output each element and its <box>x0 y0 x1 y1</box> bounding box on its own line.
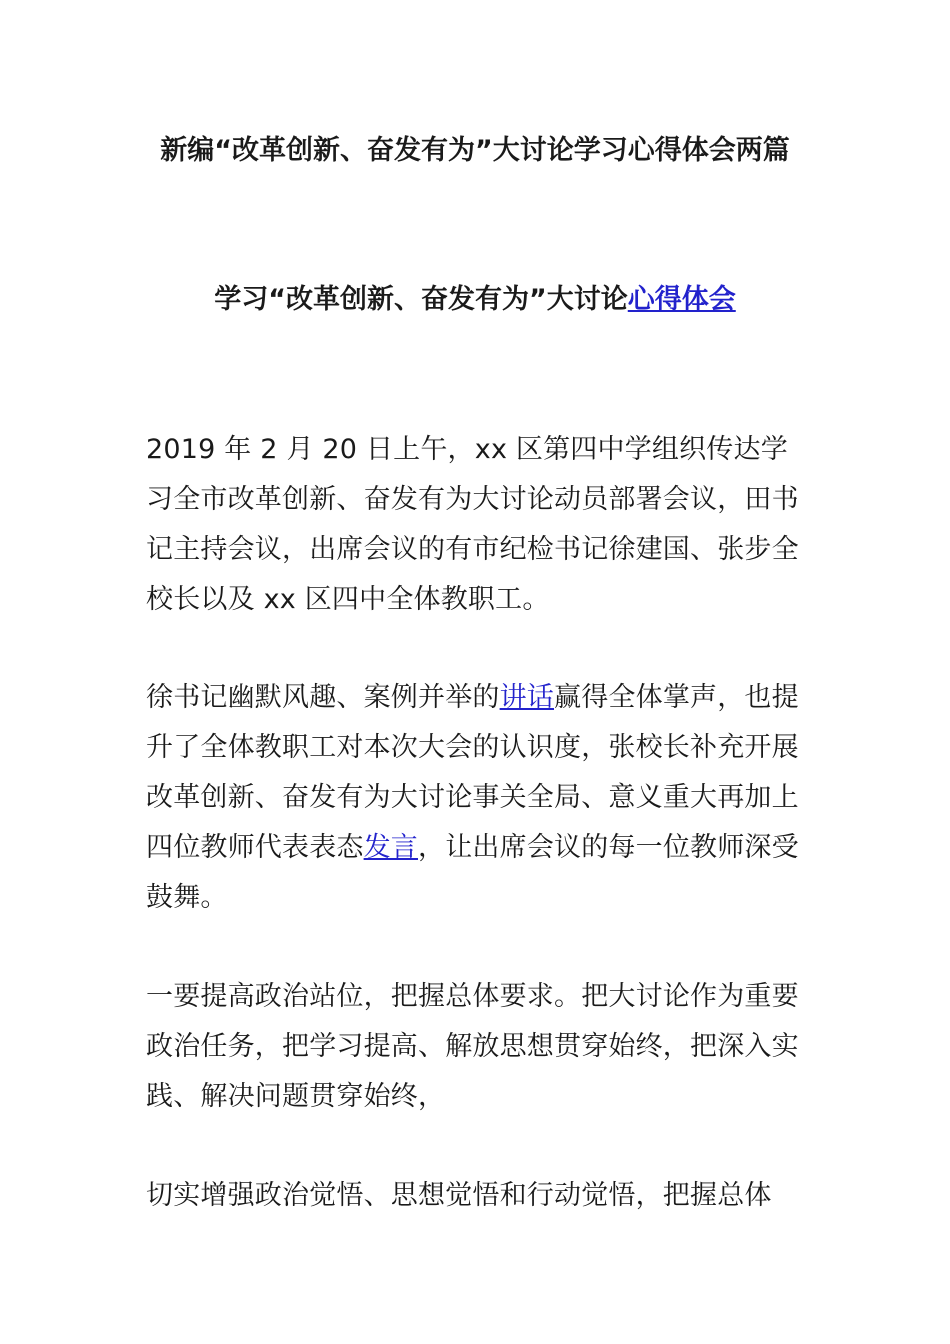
paragraph-3: 一要提高政治站位，把握总体要求。把大讨论作为重要政治任务，把学习提高、解放思想贯穿始终，把深入实践、解决问题贯穿始终， <box>146 981 799 1112</box>
paragraph-2-text-a: 徐书记幽默风趣、案例并举的 <box>146 682 500 713</box>
document-title: 新编“改革创新、奋发有为”大讨论学习心得体会两篇 <box>160 135 790 166</box>
remarks-link[interactable]: 发言 <box>363 832 419 863</box>
paragraph-2 <box>146 673 808 923</box>
paragraph-2-text-c: ，让出席会议的每一位教师深受鼓舞。 <box>146 832 799 913</box>
paragraph-2-text-b: 赢得全体掌声，也提升了全体教职工对本次大会的认识度，张校长补充开展改革创新、奋发有为大讨论事关全局、意义重大再加上四位教师代表表态 <box>146 682 799 863</box>
paragraph-1: 2019 年 2 月 20 日上午，xx 区第四中学组织传达学习全市改革创新、奋发有为大讨论动员部署会议，田书记主持会议，出席会议的有市纪检书记徐建国、张步全校长以及 xx 区四中全体教职工。 <box>146 434 799 615</box>
paragraph-4: 切实增强政治觉悟、思想觉悟和行动觉悟，把握总体 <box>146 1180 772 1211</box>
document-subtitle <box>120 277 830 323</box>
subtitle-text: 学习“改革创新、奋发有为”大讨论 <box>214 284 628 315</box>
subtitle-link[interactable]: 心得体会 <box>627 284 736 315</box>
speech-link[interactable]: 讲话 <box>499 682 555 713</box>
